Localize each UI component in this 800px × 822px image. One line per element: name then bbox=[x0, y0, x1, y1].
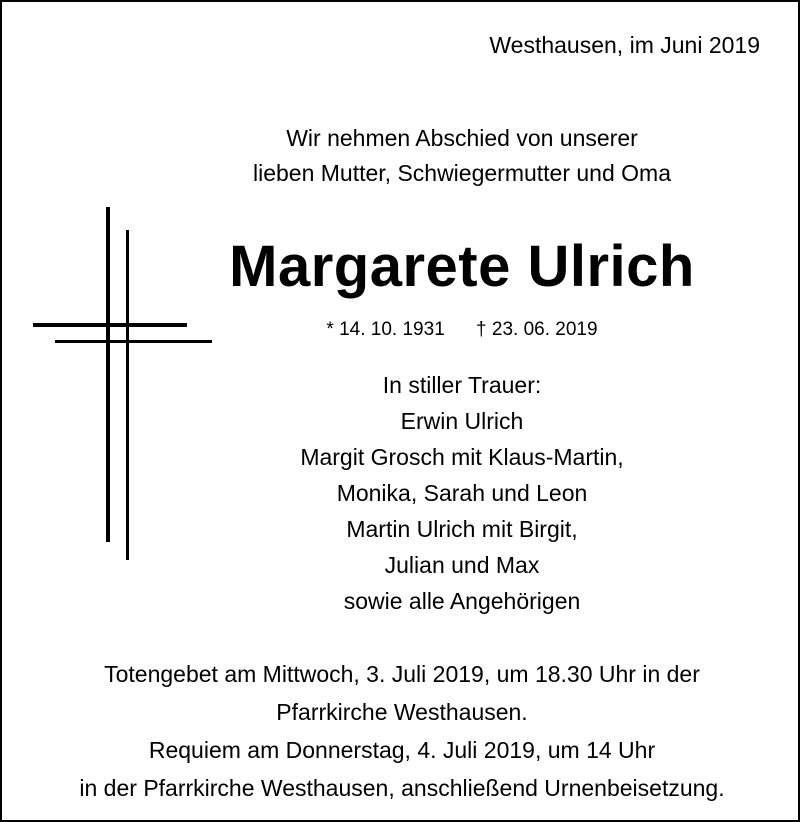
mourner-line: Julian und Max bbox=[384, 552, 540, 578]
mourner-line: Erwin Ulrich bbox=[400, 408, 524, 434]
mourners-list bbox=[152, 367, 772, 619]
cross-vertical-bar-front bbox=[106, 207, 110, 542]
birth-symbol: * bbox=[326, 319, 334, 340]
life-dates bbox=[152, 319, 772, 341]
service-line: Pfarrkirche Westhausen. bbox=[276, 699, 528, 725]
intro-line-2: lieben Mutter, Schwiegermutter und Oma bbox=[252, 160, 672, 186]
service-line: Totengebet am Mittwoch, 3. Juli 2019, um 18.30 Uhr in der bbox=[104, 661, 700, 687]
place-date: Westhausen, im Juni 2019 bbox=[489, 32, 760, 58]
service-info bbox=[2, 655, 800, 807]
deceased-name: Margarete Ulrich bbox=[229, 234, 695, 299]
intro-line-1: Wir nehmen Abschied von unserer bbox=[286, 125, 638, 151]
mourner-line: Margit Grosch mit Klaus-Martin, bbox=[300, 444, 624, 470]
mourner-line: Martin Ulrich mit Birgit, bbox=[346, 516, 578, 542]
service-line: Requiem am Donnerstag, 4. Juli 2019, um 14 Uhr bbox=[148, 737, 656, 763]
cross-vertical-bar-back bbox=[126, 230, 129, 560]
mourner-line: Monika, Sarah und Leon bbox=[336, 480, 588, 506]
death-symbol: † bbox=[476, 319, 487, 340]
service-line: in der Pfarrkirche Westhausen, anschließend Urnenbeisetzung. bbox=[79, 775, 725, 801]
death-date: 23. 06. 2019 bbox=[491, 319, 598, 340]
mourner-line: sowie alle Angehörigen bbox=[343, 588, 581, 614]
birth-date: 14. 10. 1931 bbox=[339, 319, 445, 340]
mourners-heading: In stiller Trauer: bbox=[382, 372, 542, 398]
